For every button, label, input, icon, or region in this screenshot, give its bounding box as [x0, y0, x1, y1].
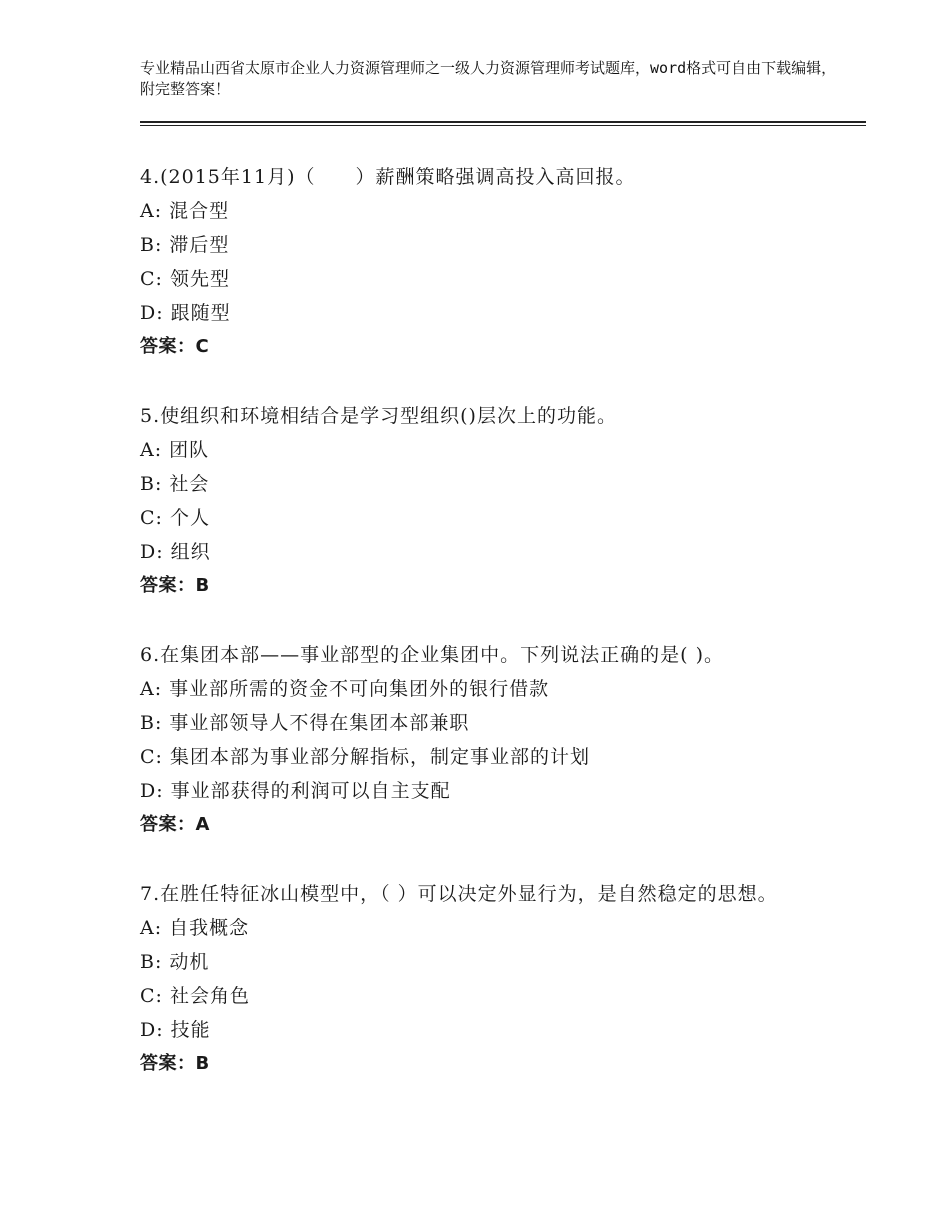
option-b: B: 事业部领导人不得在集团本部兼职 [140, 712, 470, 734]
question-5 [140, 399, 810, 603]
question-4 [140, 160, 810, 364]
option-d: D: 技能 [140, 1019, 211, 1041]
option-c: C: 领先型 [140, 268, 230, 290]
answer-label: 答案：B [140, 1053, 210, 1074]
option-d: D: 组织 [140, 541, 211, 563]
header-rule-thin [140, 125, 866, 126]
question-stem: 7.在胜任特征冰山模型中，（ ）可以决定外显行为，是自然稳定的思想。 [140, 883, 778, 905]
question-stem: 6.在集团本部——事业部型的企业集团中。下列说法正确的是( )。 [140, 644, 724, 666]
option-a: A: 事业部所需的资金不可向集团外的银行借款 [140, 678, 550, 700]
option-c: C: 社会角色 [140, 985, 250, 1007]
question-6 [140, 638, 810, 842]
option-a: A: 自我概念 [140, 917, 250, 939]
option-a: A: 混合型 [140, 200, 230, 222]
option-b: B: 滞后型 [140, 234, 230, 256]
answer-label: 答案：B [140, 575, 210, 596]
option-b: B: 社会 [140, 473, 210, 495]
answer-label: 答案：C [140, 336, 210, 357]
option-d: D: 事业部获得的利润可以自主支配 [140, 780, 451, 802]
document-header-title: 专业精品山西省太原市企业人力资源管理师之一级人力资源管理师考试题库，word格式可自由下载编辑，附完整答案！ [140, 59, 837, 98]
header-rule-thick [140, 121, 866, 123]
answer-label: 答案：A [140, 814, 210, 835]
option-b: B: 动机 [140, 951, 210, 973]
option-c: C: 个人 [140, 507, 210, 529]
option-c: C: 集团本部为事业部分解指标，制定事业部的计划 [140, 746, 590, 768]
question-stem: 5.使组织和环境相结合是学习型组织()层次上的功能。 [140, 405, 617, 427]
option-d: D: 跟随型 [140, 302, 231, 324]
question-7 [140, 877, 810, 1081]
question-stem: 4.(2015年11月)（ ）薪酬策略强调高投入高回报。 [140, 166, 636, 188]
option-a: A: 团队 [140, 439, 210, 461]
